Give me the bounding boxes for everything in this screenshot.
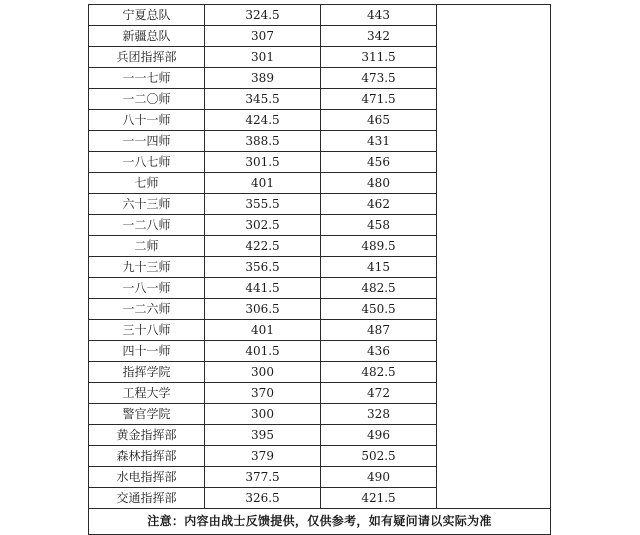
unit-name-cell: 六十三师 (89, 194, 205, 215)
score-cell: 379 (205, 446, 321, 467)
score-cell: 377.5 (205, 467, 321, 488)
score-cell: 311.5 (321, 47, 437, 68)
unit-name-cell: 宁夏总队 (89, 5, 205, 26)
score-cell: 401.5 (205, 341, 321, 362)
unit-name-cell: 水电指挥部 (89, 467, 205, 488)
score-cell: 342 (321, 26, 437, 47)
score-cell: 482.5 (321, 278, 437, 299)
unit-name-cell: 新疆总队 (89, 26, 205, 47)
score-cell: 324.5 (205, 5, 321, 26)
score-cell: 301.5 (205, 152, 321, 173)
score-cell: 489.5 (321, 236, 437, 257)
score-cell: 345.5 (205, 89, 321, 110)
score-cell: 471.5 (321, 89, 437, 110)
note-row (89, 509, 551, 535)
unit-name-cell: 指挥学院 (89, 362, 205, 383)
score-cell: 496 (321, 425, 437, 446)
unit-name-cell: 八十一师 (89, 110, 205, 131)
score-cell: 401 (205, 173, 321, 194)
unit-name-cell: 三十八师 (89, 320, 205, 341)
unit-name-cell: 七师 (89, 173, 205, 194)
unit-name-cell: 一二六师 (89, 299, 205, 320)
unit-name-cell: 一一七师 (89, 68, 205, 89)
score-cell: 355.5 (205, 194, 321, 215)
score-cell: 456 (321, 152, 437, 173)
score-cell: 472 (321, 383, 437, 404)
score-cell: 462 (321, 194, 437, 215)
score-cell: 482.5 (321, 362, 437, 383)
unit-name-cell: 四十一师 (89, 341, 205, 362)
unit-name-cell: 警官学院 (89, 404, 205, 425)
table-row (89, 5, 551, 26)
unit-name-cell: 工程大学 (89, 383, 205, 404)
score-cell: 443 (321, 5, 437, 26)
score-cell: 395 (205, 425, 321, 446)
unit-name-cell: 交通指挥部 (89, 488, 205, 509)
score-cell: 302.5 (205, 215, 321, 236)
unit-name-cell: 二师 (89, 236, 205, 257)
score-cell: 450.5 (321, 299, 437, 320)
table-body (89, 5, 551, 535)
unit-name-cell: 一一四师 (89, 131, 205, 152)
score-table (88, 4, 551, 535)
score-cell: 458 (321, 215, 437, 236)
score-cell: 415 (321, 257, 437, 278)
unit-name-cell: 一二八师 (89, 215, 205, 236)
score-cell: 465 (321, 110, 437, 131)
score-cell: 473.5 (321, 68, 437, 89)
score-cell: 502.5 (321, 446, 437, 467)
score-cell: 431 (321, 131, 437, 152)
score-cell: 300 (205, 362, 321, 383)
empty-column-cell (437, 5, 551, 509)
score-cell: 401 (205, 320, 321, 341)
score-cell: 356.5 (205, 257, 321, 278)
score-cell: 480 (321, 173, 437, 194)
unit-name-cell: 九十三师 (89, 257, 205, 278)
score-cell: 300 (205, 404, 321, 425)
unit-name-cell: 一八一师 (89, 278, 205, 299)
score-cell: 487 (321, 320, 437, 341)
score-cell: 424.5 (205, 110, 321, 131)
score-cell: 436 (321, 341, 437, 362)
score-cell: 306.5 (205, 299, 321, 320)
score-cell: 307 (205, 26, 321, 47)
score-cell: 422.5 (205, 236, 321, 257)
score-cell: 421.5 (321, 488, 437, 509)
disclaimer-note: 注意：内容由战士反馈提供，仅供参考，如有疑问请以实际为准 (89, 509, 551, 535)
score-cell: 326.5 (205, 488, 321, 509)
unit-name-cell: 森林指挥部 (89, 446, 205, 467)
score-cell: 389 (205, 68, 321, 89)
score-cell: 388.5 (205, 131, 321, 152)
score-cell: 490 (321, 467, 437, 488)
score-cell: 370 (205, 383, 321, 404)
unit-name-cell: 一二〇师 (89, 89, 205, 110)
unit-name-cell: 一八七师 (89, 152, 205, 173)
score-cell: 301 (205, 47, 321, 68)
score-cell: 328 (321, 404, 437, 425)
score-cell: 441.5 (205, 278, 321, 299)
unit-name-cell: 兵团指挥部 (89, 47, 205, 68)
unit-name-cell: 黄金指挥部 (89, 425, 205, 446)
